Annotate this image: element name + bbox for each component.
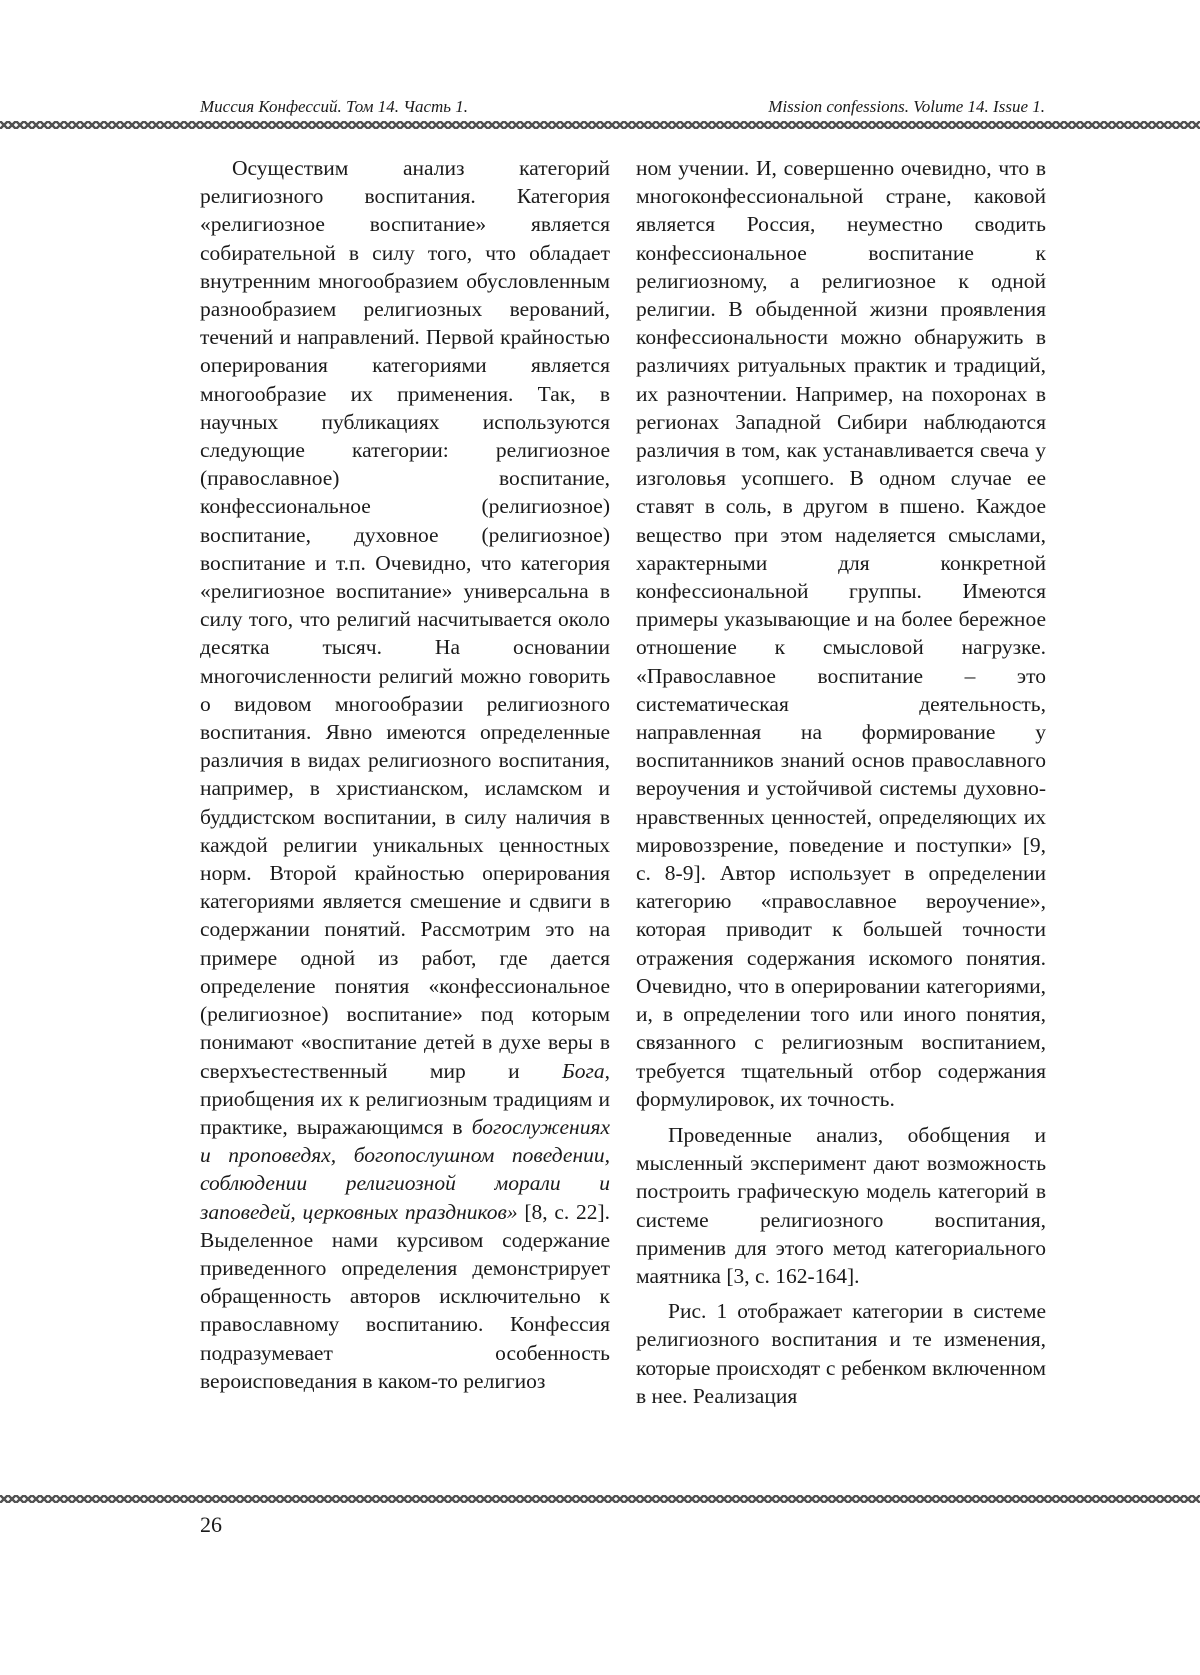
right-column: [636, 154, 1046, 1410]
right-paragraph-1: ном учении. И, совершенно очевидно, что в многоконфессиональной стране, каковой является Россия, неуместно сводить конфессиональное воспитание к религиозному, а религиозное к одной религии. В обыденной жизни проявления конфессиональности можно обнаружить в различиях ритуальных практик и традиций, их разночтении. Например, на похоронах в регионах Западной Сибири наблюдаются различия в том, как устанавливается свеча у изголовья усопшего. В одном случае ее ставят в соль, в другом в пшено. Каждое вещество при этом наделяется смыслами, характерными для конкретной конфессиональной группы. Имеются примеры указывающие и на более бережное отношение к смысловой нагрузке. «Православное воспитание – это систематическая деятельность, направленная на формирование у воспитанников знаний основ православного вероучения и устойчивой системы духовно-нравственных ценностей, определяющих их мировоззрение, поведение и поступки» [9, с. 8-9]. Автор использует в определении категорию «православное вероучение», которая приводит к большей точности отражения содержания искомого понятия. Очевидно, что в оперировании категориями, и, в определении того или иного понятия, связанного с религиозным воспитанием, требуется тщательный отбор содержания формулировок, их точность.: [636, 156, 1046, 1111]
right-paragraph-2: Проведенные анализ, обобщения и мысленный эксперимент дают возможность построить графическую модель категорий в системе религиозного воспитания, применив для этого метод категориального маятника [3, с. 162-164].: [636, 1122, 1046, 1288]
left-italic-emphasis: богослужениях и проповедях, богопослушном поведении, соблюдении религиозной морали и заповедей, церковных праздников»: [200, 1114, 610, 1224]
header-journal-title-ru: Миссия Конфессий. Том 14. Часть 1.: [200, 97, 469, 116]
right-paragraph-3: Рис. 1 отображает категории в системе религиозного воспитания и те изменения, которые происходят с ребенком включенном в нее. Реализация: [636, 1299, 1046, 1408]
left-text-part-2: , приобщения их к религиозным традициям и практике, выражающимся в: [200, 1058, 610, 1139]
left-text-part-1: Осуществим анализ категорий религиозного воспитания. Категория «религиозное воспитание» является собирательной в силу того, что обладает внутренним многообразием обусловленным разнообразием религиозных верований, течений и направлений. Первой крайностью оперирования категориями является многообразие их применения. Так, в научных публикациях используются следующие категории: религиозное (православное) воспитание, конфессиональное (религиозное) воспитание, духовное (религиозное) воспитание и т.п. Очевидно, что категория «религиозное воспитание» универсальна в силу того, что религий насчитывается около десятка тысяч. На основании многочисленности религий можно говорить о видовом многообразии религиозного воспитания. Явно имеются определенные различия в видах религиозного воспитания, например, в христианском, исламском и буддистском воспитании, в силу наличия в каждой религии уникальных ценностных норм. Второй крайностью оперирования категориями является смешение и сдвиги в содержании понятий. Рассмотрим это на примере одной из работ, где дается определение понятия «конфессиональное (религиозное) воспитание» под которым понимают «воспитание детей в духе веры в сверхъестественный мир и: [200, 156, 610, 1083]
left-italic-god: Бога: [562, 1058, 605, 1083]
top-ornament-rule: [0, 120, 1200, 130]
left-column: [200, 154, 610, 1395]
header-journal-title-en: Mission confessions. Volume 14. Issue 1.: [768, 97, 1045, 116]
left-text-part-3: [8, с. 22]. Выделенное нами курсивом содержание приведенного определения демонстрирует обращенность авторов исключительно к православному воспитанию. Конфессия подразумевает особенность вероисповедания в каком-то религиоз: [200, 1199, 610, 1393]
page-number: 26: [200, 1512, 222, 1537]
bottom-ornament-rule: [0, 1494, 1200, 1504]
left-paragraph-1: [200, 154, 610, 1395]
